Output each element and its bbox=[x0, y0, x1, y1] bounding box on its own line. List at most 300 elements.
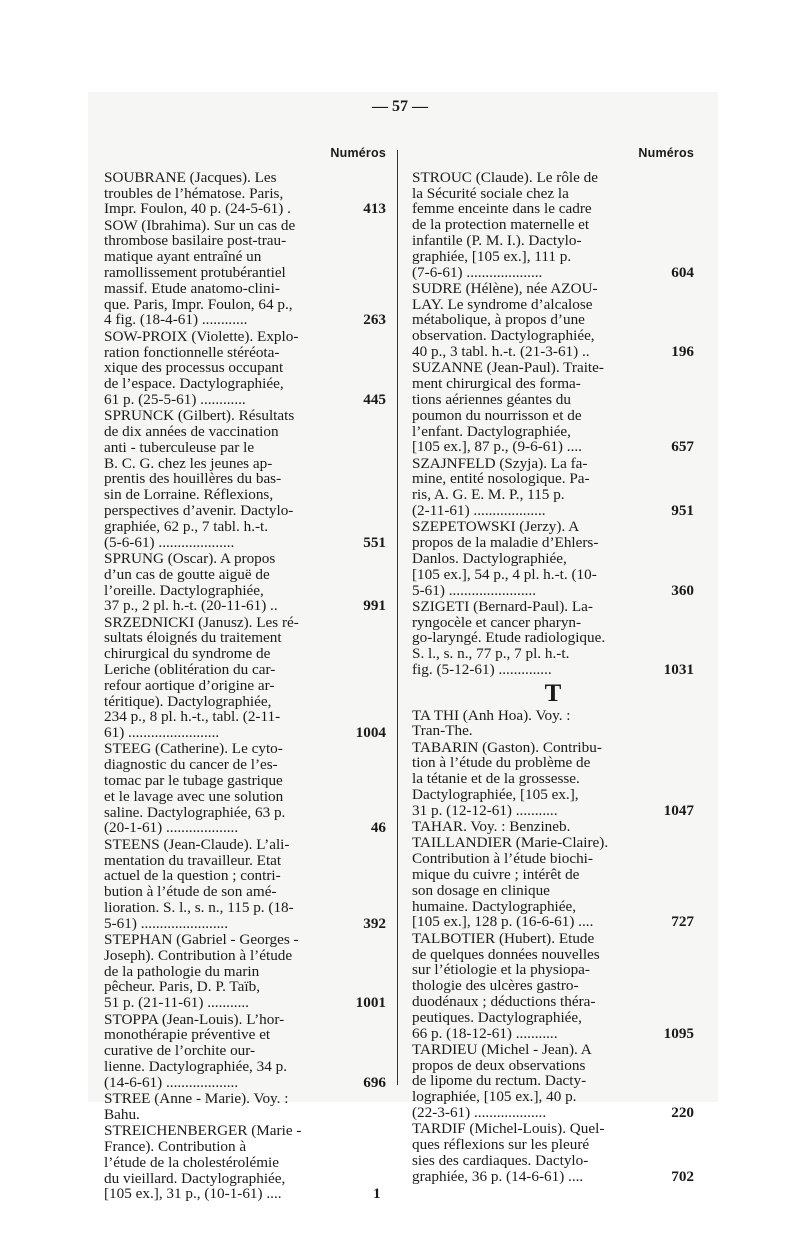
index-entry bbox=[412, 1042, 694, 1121]
entry-text: B. C. G. chez les jeunes ap- bbox=[104, 454, 273, 472]
entry-text: thologie des ulcères gastro- bbox=[412, 977, 579, 995]
index-entry bbox=[104, 1123, 386, 1202]
index-entry bbox=[104, 408, 386, 550]
entry-text: poumon du nourrisson et de bbox=[412, 406, 582, 424]
entry-text: STROUC (Claude). Le rôle de bbox=[412, 168, 599, 186]
entry-text: ment chirurgical des forma- bbox=[412, 375, 581, 393]
entry-line bbox=[104, 1169, 386, 1187]
entry-text: Contribution à l’étude biochi- bbox=[412, 850, 593, 868]
entry-text: graphiée, [105 ex.], 111 p. bbox=[412, 247, 572, 265]
entry-text: son dosage en clinique bbox=[412, 881, 550, 899]
entry-text: STEPHAN (Gabriel - Georges - bbox=[104, 931, 299, 949]
entry-text: l’étude de la cholestérolémie bbox=[104, 1153, 279, 1171]
entry-text: infantile (P. M. I.). Dactylo- bbox=[412, 231, 582, 249]
index-entry bbox=[104, 218, 386, 329]
entry-text: fig. (5-12-61) .............. bbox=[412, 661, 552, 678]
entry-line bbox=[104, 279, 386, 297]
entry-line bbox=[412, 881, 694, 899]
entry-line bbox=[104, 407, 386, 425]
index-entry bbox=[104, 551, 386, 614]
entry-line bbox=[412, 184, 694, 202]
entry-text: Tran-The. bbox=[412, 722, 473, 740]
entry-line bbox=[104, 787, 386, 805]
entry-text: de dix années de vaccination bbox=[104, 423, 279, 441]
entry-text: go-laryngé. Etude radiologique. bbox=[412, 629, 606, 647]
entry-number: 604 bbox=[671, 263, 694, 281]
entry-line bbox=[412, 549, 694, 567]
entry-line bbox=[412, 422, 694, 440]
entry-line bbox=[104, 1073, 386, 1091]
entry-text: métabolique, à propos d’une bbox=[412, 311, 585, 329]
entry-text: du vieillard. Dactylographiée, bbox=[104, 1169, 286, 1187]
entry-text: saline. Dactylographiée, 63 p. bbox=[104, 803, 286, 821]
entry-text: 234 p., 8 pl. h.-t., tabl. (2-11- bbox=[104, 708, 281, 726]
index-entry bbox=[412, 170, 694, 281]
entry-number: 46 bbox=[370, 819, 386, 837]
entry-text: tion à l’étude du problème de bbox=[412, 754, 591, 772]
entry-line bbox=[412, 722, 694, 740]
entry-text: 4 fig. (18-4-61) ............ bbox=[104, 311, 248, 329]
entry-line bbox=[412, 738, 694, 756]
entry-line bbox=[104, 517, 386, 535]
entry-text: perspectives d’avenir. Dactylo- bbox=[104, 502, 294, 520]
column-header-left: Numéros bbox=[330, 146, 386, 160]
entry-line bbox=[412, 786, 694, 804]
index-entry bbox=[104, 615, 386, 741]
left-column bbox=[104, 146, 386, 1203]
left-entries bbox=[104, 170, 386, 1202]
entry-number: 696 bbox=[363, 1073, 386, 1091]
entry-text: bution à l’étude de son amé- bbox=[104, 883, 277, 901]
entry-text: tions aériennes géantes du bbox=[412, 390, 571, 408]
entry-line bbox=[412, 375, 694, 393]
entry-line bbox=[104, 184, 386, 202]
entry-line bbox=[412, 216, 694, 234]
index-entry bbox=[412, 835, 694, 930]
entry-line bbox=[104, 438, 386, 456]
entry-text: 5-61) ....................... bbox=[412, 581, 537, 599]
entry-text: ramollissement protubérantiel bbox=[104, 264, 286, 282]
entry-text: peutiques. Dactylographiée, bbox=[412, 1008, 582, 1026]
entry-text: pêcheur. Paris, D. P. Taïb, bbox=[104, 978, 260, 996]
entry-text: (22-3-61) ................... bbox=[412, 1104, 547, 1122]
index-entry bbox=[412, 740, 694, 819]
entry-text: sur l’étiologie et la physiopa- bbox=[412, 961, 590, 979]
entry-number: 392 bbox=[363, 914, 386, 932]
page-number: — 57 — bbox=[372, 98, 428, 115]
entry-line bbox=[104, 867, 386, 885]
entry-text: TAHAR. Voy. : Benzineb. bbox=[412, 818, 571, 836]
index-entry bbox=[104, 837, 386, 932]
entry-text: SPRUNG (Oscar). A propos bbox=[104, 549, 276, 567]
entry-text: mentation du travailleur. Etat bbox=[104, 851, 282, 869]
entry-line bbox=[412, 534, 694, 552]
entry-line bbox=[412, 279, 694, 297]
entry-line bbox=[104, 978, 386, 996]
right-entries-after-t bbox=[412, 708, 694, 1185]
entry-text: (20-1-61) ................... bbox=[104, 819, 239, 837]
entry-text: 66 p. (18-12-61) ........... bbox=[412, 1024, 558, 1042]
entry-line bbox=[104, 740, 386, 758]
entry-line bbox=[412, 470, 694, 488]
entry-line bbox=[104, 581, 386, 599]
entry-line bbox=[412, 706, 694, 724]
entry-line bbox=[412, 866, 694, 884]
entry-text: (2-11-61) ................... bbox=[412, 502, 546, 520]
entry-line bbox=[412, 1008, 694, 1026]
entry-text: d’un cas de goutte aiguë de bbox=[104, 565, 270, 583]
entry-text: Danlos. Dactylographiée, bbox=[412, 549, 567, 567]
entry-text: propos de deux observations bbox=[412, 1056, 586, 1074]
entry-line bbox=[104, 1153, 386, 1171]
entry-line bbox=[412, 581, 694, 599]
entry-line bbox=[104, 629, 386, 647]
entry-number: 196 bbox=[671, 343, 694, 361]
index-entry bbox=[104, 741, 386, 836]
entry-line bbox=[412, 929, 694, 947]
entry-number: 991 bbox=[363, 597, 386, 615]
entry-text: (7-6-61) .................... bbox=[412, 263, 543, 281]
entry-number: 1095 bbox=[663, 1024, 694, 1042]
entry-text: 5-61) ....................... bbox=[104, 914, 229, 932]
entry-line bbox=[104, 1010, 386, 1028]
entry-line bbox=[104, 168, 386, 186]
entry-line bbox=[104, 311, 386, 329]
entry-line bbox=[412, 913, 694, 931]
entry-text: Joseph). Contribution à l’étude bbox=[104, 946, 293, 964]
entry-text: Dactylographiée, [105 ex.], bbox=[412, 786, 579, 804]
entry-line bbox=[104, 248, 386, 266]
entry-text: anti - tuberculeuse par le bbox=[104, 438, 255, 456]
entry-number: 1031 bbox=[663, 661, 694, 678]
entry-text: humaine. Dactylographiée, bbox=[412, 897, 577, 915]
entry-line bbox=[412, 1104, 694, 1122]
entry-text: graphiée, 62 p., 7 tabl. h.-t. bbox=[104, 517, 269, 535]
entry-number: 727 bbox=[671, 913, 694, 931]
right-column bbox=[412, 146, 694, 1185]
entry-text: lioration. S. l., s. n., 115 p. (18- bbox=[104, 898, 294, 916]
entry-number: 551 bbox=[363, 533, 386, 551]
entry-text: observation. Dactylographiée, bbox=[412, 327, 595, 345]
entry-number: 951 bbox=[671, 502, 694, 520]
entry-line bbox=[104, 1090, 386, 1108]
entry-line bbox=[104, 1026, 386, 1044]
entry-text: la Sécurité sociale chez la bbox=[412, 184, 569, 202]
entry-text: SOW (Ibrahima). Sur un cas de bbox=[104, 216, 296, 234]
entry-text: l’enfant. Dactylographiée, bbox=[412, 422, 571, 440]
entry-text: 61) ........................ bbox=[104, 724, 220, 742]
section-letter: T bbox=[544, 679, 562, 707]
entry-text: mique du cuivre ; intérêt de bbox=[412, 866, 580, 884]
entry-text: sies des cardiaques. Dactylo- bbox=[412, 1151, 589, 1169]
entry-line bbox=[104, 645, 386, 663]
entry-line bbox=[412, 613, 694, 631]
entry-text: [105 ex.], 31 p., (10-1-61) .... bbox=[104, 1185, 282, 1203]
index-entry bbox=[412, 456, 694, 519]
entry-text: femme enceinte dans le cadre bbox=[412, 200, 592, 218]
entry-text: STREICHENBERGER (Marie - bbox=[104, 1122, 302, 1140]
entry-line bbox=[412, 1024, 694, 1042]
entry-line bbox=[412, 770, 694, 788]
entry-line bbox=[412, 247, 694, 265]
entry-text: que. Paris, Impr. Foulon, 64 p., bbox=[104, 295, 293, 313]
entry-number: 445 bbox=[363, 390, 386, 408]
entry-line bbox=[412, 1136, 694, 1154]
entry-text: SOW-PROIX (Violette). Explo- bbox=[104, 327, 299, 345]
entry-line bbox=[104, 375, 386, 393]
entry-line bbox=[104, 565, 386, 583]
entry-text: TAILLANDIER (Marie-Claire). bbox=[412, 834, 609, 852]
entry-text: ques réflexions sur les pleuré bbox=[412, 1136, 590, 1154]
entry-text: [105 ex.], 54 p., 4 pl. h.-t. (10- bbox=[412, 565, 597, 583]
entry-line bbox=[104, 343, 386, 361]
entry-text: STOPPA (Jean-Louis). L’hor- bbox=[104, 1010, 285, 1028]
index-entry bbox=[104, 170, 386, 217]
entry-text: [105 ex.], 128 p. (16-6-61) .... bbox=[412, 913, 594, 931]
entry-text: ris, A. G. E. M. P., 115 p. bbox=[412, 486, 565, 504]
entry-line bbox=[412, 629, 694, 647]
entry-line bbox=[412, 263, 694, 281]
entry-text: et le lavage avec une solution bbox=[104, 787, 284, 805]
entry-line bbox=[104, 835, 386, 853]
entry-text: TALBOTIER (Hubert). Etude bbox=[412, 929, 595, 947]
entry-line bbox=[412, 311, 694, 329]
entry-line bbox=[412, 343, 694, 361]
entry-line bbox=[412, 818, 694, 836]
entry-number: 413 bbox=[363, 200, 386, 218]
index-entry bbox=[412, 931, 694, 1042]
entry-line bbox=[104, 692, 386, 710]
entry-line bbox=[412, 454, 694, 472]
entry-line bbox=[412, 897, 694, 915]
entry-text: la tétanie et de la grossesse. bbox=[412, 770, 580, 788]
entry-text: ryngocèle et cancer pharyn- bbox=[412, 613, 582, 631]
entry-text: prentis des houillères du bas- bbox=[104, 470, 282, 488]
entry-line bbox=[412, 850, 694, 868]
entry-text: téritique). Dactylographiée, bbox=[104, 692, 272, 710]
entry-line bbox=[412, 1072, 694, 1090]
entry-line bbox=[412, 565, 694, 583]
entry-line bbox=[104, 883, 386, 901]
entry-line bbox=[412, 502, 694, 520]
entry-text: SRZEDNICKI (Janusz). Les ré- bbox=[104, 613, 299, 631]
entry-line bbox=[412, 801, 694, 819]
entry-line bbox=[104, 1042, 386, 1060]
entry-text: troubles de l’hématose. Paris, bbox=[104, 184, 284, 202]
index-entry bbox=[412, 360, 694, 455]
entry-line bbox=[412, 295, 694, 313]
entry-line bbox=[104, 454, 386, 472]
entry-line bbox=[104, 423, 386, 441]
entry-text: (5-6-61) .................... bbox=[104, 533, 235, 551]
index-entry bbox=[104, 329, 386, 408]
entry-text: l’oreille. Dactylographiée, bbox=[104, 581, 264, 599]
entry-line bbox=[104, 661, 386, 678]
entry-text: propos de la maladie d’Ehlers- bbox=[412, 534, 599, 552]
entry-text: SZEPETOWSKI (Jerzy). A bbox=[412, 518, 580, 536]
entry-text: graphiée, 36 p. (14-6-61) .... bbox=[412, 1167, 584, 1185]
entry-line bbox=[104, 390, 386, 408]
entry-line bbox=[412, 661, 694, 678]
entry-text: matique ayant entraîné un bbox=[104, 248, 262, 266]
entry-text: Leriche (oblitération du car- bbox=[104, 661, 276, 678]
entry-text: thrombose basilaire post-trau- bbox=[104, 232, 287, 250]
index-entry bbox=[104, 1012, 386, 1091]
entry-text: TABARIN (Gaston). Contribu- bbox=[412, 738, 602, 756]
entry-text: SUDRE (Hélène), née AZOU- bbox=[412, 279, 598, 297]
entry-text: monothérapie préventive et bbox=[104, 1026, 271, 1044]
entry-text: SZIGETI (Bernard-Paul). La- bbox=[412, 597, 593, 615]
entry-line bbox=[104, 549, 386, 567]
entry-number: 1001 bbox=[355, 994, 386, 1012]
entry-text: STEEG (Catherine). Le cyto- bbox=[104, 740, 283, 758]
column-divider bbox=[397, 150, 398, 1085]
entry-text: STREE (Anne - Marie). Voy. : bbox=[104, 1090, 289, 1108]
entry-line bbox=[412, 645, 694, 663]
index-entry bbox=[412, 819, 694, 835]
entry-line bbox=[104, 898, 386, 916]
entry-line bbox=[104, 756, 386, 774]
entry-line bbox=[104, 1137, 386, 1155]
entry-line bbox=[412, 1120, 694, 1138]
entry-text: S. l., s. n., 77 p., 7 pl. h.-t. bbox=[412, 645, 570, 663]
entry-text: TARDIF (Michel-Louis). Quel- bbox=[412, 1120, 605, 1138]
entry-text: massif. Etude anatomo-clini- bbox=[104, 279, 280, 297]
entry-line bbox=[104, 819, 386, 837]
entry-line bbox=[412, 1088, 694, 1106]
entry-text: lienne. Dactylographiée, 34 p. bbox=[104, 1057, 288, 1075]
entry-text: Bahu. bbox=[104, 1105, 140, 1123]
entry-line bbox=[104, 724, 386, 742]
entry-line bbox=[104, 502, 386, 520]
entry-line bbox=[104, 676, 386, 694]
entry-text: 61 p. (25-5-61) ............ bbox=[104, 390, 246, 408]
entry-line bbox=[412, 1167, 694, 1185]
entry-line bbox=[412, 961, 694, 979]
entry-line bbox=[412, 486, 694, 504]
entry-text: xique des processus occupant bbox=[104, 359, 284, 377]
entry-line bbox=[104, 533, 386, 551]
entry-line bbox=[104, 962, 386, 980]
entry-line bbox=[104, 994, 386, 1012]
entry-line bbox=[412, 597, 694, 615]
entry-line bbox=[104, 946, 386, 964]
entry-line bbox=[104, 931, 386, 949]
entry-line bbox=[104, 264, 386, 282]
entry-line bbox=[412, 200, 694, 218]
entry-line bbox=[412, 1151, 694, 1169]
entry-line bbox=[104, 1105, 386, 1123]
entry-line bbox=[412, 945, 694, 963]
entry-text: diagnostic du cancer de l’es- bbox=[104, 756, 278, 774]
entry-text: 40 p., 3 tabl. h.-t. (21-3-61) .. bbox=[412, 343, 590, 361]
entry-text: STEENS (Jean-Claude). L’ali- bbox=[104, 835, 290, 853]
entry-line bbox=[104, 359, 386, 377]
entry-line bbox=[104, 708, 386, 726]
entry-text: ration fonctionnelle stéréota- bbox=[104, 343, 280, 361]
index-entry bbox=[412, 708, 694, 740]
entry-line bbox=[412, 406, 694, 424]
entry-text: mine, entité nosologique. Pa- bbox=[412, 470, 590, 488]
entry-line bbox=[104, 1057, 386, 1075]
entry-text: tomac par le tubage gastrique bbox=[104, 772, 283, 790]
entry-line bbox=[412, 1040, 694, 1058]
entry-line: 1 [105 ex.], 31 p., (10-1-61) .... bbox=[104, 1185, 381, 1203]
index-entry bbox=[104, 932, 386, 1011]
entry-line bbox=[412, 231, 694, 249]
entry-line bbox=[412, 518, 694, 536]
entry-number: 702 bbox=[671, 1167, 694, 1185]
entry-text: SUZANNE (Jean-Paul). Traite- bbox=[412, 359, 604, 377]
entry-text: (14-6-61) ................... bbox=[104, 1073, 239, 1091]
entry-text: chirurgical du syndrome de bbox=[104, 645, 271, 663]
entry-text: France). Contribution à bbox=[104, 1137, 247, 1155]
entry-number: 220 bbox=[671, 1104, 694, 1122]
entry-line bbox=[104, 486, 386, 504]
entry-line bbox=[104, 914, 386, 932]
entry-line bbox=[412, 992, 694, 1010]
entry-line bbox=[412, 438, 694, 456]
entry-text: de l’espace. Dactylographiée, bbox=[104, 375, 284, 393]
entry-line bbox=[104, 200, 386, 218]
right-entries-before-t bbox=[412, 170, 694, 678]
entry-text: duodénaux ; déductions théra- bbox=[412, 992, 596, 1010]
entry-text: TARDIEU (Michel - Jean). A bbox=[412, 1040, 592, 1058]
entry-text: de la pathologie du marin bbox=[104, 962, 260, 980]
entry-line bbox=[104, 470, 386, 488]
entry-line bbox=[412, 834, 694, 852]
entry-line bbox=[104, 597, 386, 615]
entry-text: lographiée, [105 ex.], 40 p. bbox=[412, 1088, 577, 1106]
index-entry bbox=[412, 599, 694, 678]
entry-line bbox=[412, 359, 694, 377]
index-entry bbox=[412, 281, 694, 360]
entry-line bbox=[104, 851, 386, 869]
entry-line bbox=[412, 390, 694, 408]
entry-number: 657 bbox=[671, 438, 694, 456]
entry-line bbox=[412, 977, 694, 995]
entry-text: SOUBRANE (Jacques). Les bbox=[104, 168, 277, 186]
entry-text: de lipome du rectum. Dacty- bbox=[412, 1072, 587, 1090]
column-header-right: Numéros bbox=[638, 146, 694, 160]
entry-text: SPRUNCK (Gilbert). Résultats bbox=[104, 407, 295, 425]
index-entry bbox=[104, 1091, 386, 1123]
entry-number: 1047 bbox=[663, 801, 694, 819]
entry-text: LAY. Le syndrome d’alcalose bbox=[412, 295, 593, 313]
entry-text: sin de Lorraine. Réflexions, bbox=[104, 486, 274, 504]
entry-line bbox=[104, 232, 386, 250]
entry-text: 37 p., 2 pl. h.-t. (20-11-61) .. bbox=[104, 597, 278, 615]
entry-line bbox=[104, 803, 386, 821]
entry-line bbox=[412, 327, 694, 345]
entry-line bbox=[412, 754, 694, 772]
entry-text: refour aortique d’origine ar- bbox=[104, 676, 275, 694]
entry-line bbox=[104, 295, 386, 313]
entry-text: sultats éloignés du traitement bbox=[104, 629, 282, 647]
entry-number: 360 bbox=[671, 581, 694, 599]
entry-text: curative de l’orchite our- bbox=[104, 1042, 256, 1060]
entry-text: Impr. Foulon, 40 p. (24-5-61) . bbox=[104, 200, 291, 218]
entry-number: 263 bbox=[363, 311, 386, 329]
index-entry bbox=[412, 519, 694, 598]
entry-text: [105 ex.], 87 p., (9-6-61) .... bbox=[412, 438, 582, 456]
entry-line bbox=[104, 1122, 386, 1140]
entry-line bbox=[104, 327, 386, 345]
entry-text: de la protection maternelle et bbox=[412, 216, 590, 234]
entry-line bbox=[104, 613, 386, 631]
entry-number: 1004 bbox=[355, 724, 386, 742]
entry-text: de quelques données nouvelles bbox=[412, 945, 600, 963]
